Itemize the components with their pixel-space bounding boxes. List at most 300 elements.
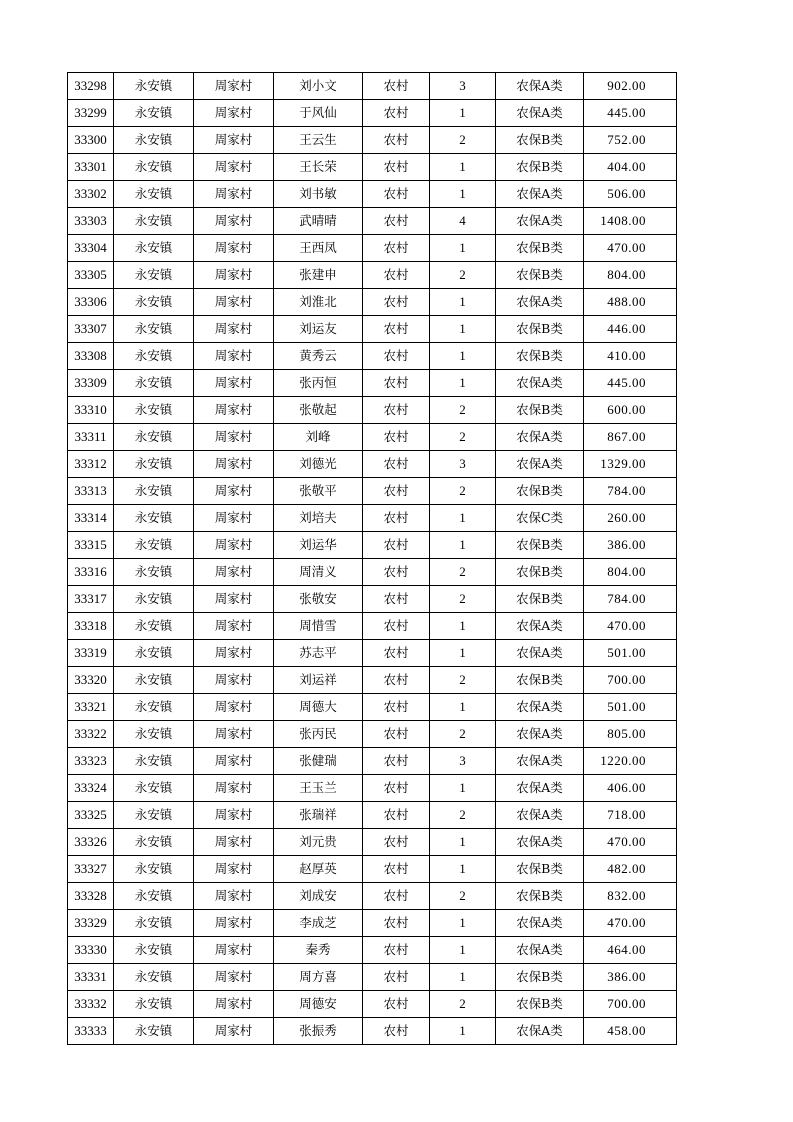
- amount-cell: 470.00: [584, 613, 677, 640]
- type-cell: 农村: [363, 802, 430, 829]
- village-cell: 周家村: [194, 316, 274, 343]
- village-cell: 周家村: [194, 910, 274, 937]
- count-cell: 1: [430, 856, 496, 883]
- type-cell: 农村: [363, 505, 430, 532]
- name-cell: 张敬起: [274, 397, 363, 424]
- type-cell: 农村: [363, 370, 430, 397]
- category-cell: 农保A类: [496, 802, 584, 829]
- amount-cell: 488.00: [584, 289, 677, 316]
- amount-cell: 386.00: [584, 532, 677, 559]
- count-cell: 1: [430, 100, 496, 127]
- village-cell: 周家村: [194, 289, 274, 316]
- type-cell: 农村: [363, 586, 430, 613]
- count-cell: 1: [430, 937, 496, 964]
- category-cell: 农保B类: [496, 883, 584, 910]
- name-cell: 王玉兰: [274, 775, 363, 802]
- table-row: [68, 883, 677, 910]
- name-cell: 周德安: [274, 991, 363, 1018]
- village-cell: 周家村: [194, 667, 274, 694]
- table-row: [68, 775, 677, 802]
- town-cell: 永安镇: [114, 478, 194, 505]
- amount-cell: 784.00: [584, 478, 677, 505]
- category-cell: 农保A类: [496, 289, 584, 316]
- name-cell: 赵厚英: [274, 856, 363, 883]
- count-cell: 2: [430, 991, 496, 1018]
- type-cell: 农村: [363, 1018, 430, 1045]
- count-cell: 1: [430, 235, 496, 262]
- name-cell: 李成芝: [274, 910, 363, 937]
- type-cell: 农村: [363, 100, 430, 127]
- count-cell: 3: [430, 73, 496, 100]
- category-cell: 农保A类: [496, 451, 584, 478]
- amount-cell: 406.00: [584, 775, 677, 802]
- category-cell: 农保B类: [496, 964, 584, 991]
- type-cell: 农村: [363, 532, 430, 559]
- village-cell: 周家村: [194, 424, 274, 451]
- type-cell: 农村: [363, 262, 430, 289]
- town-cell: 永安镇: [114, 964, 194, 991]
- table-row: [68, 532, 677, 559]
- id-cell: 33302: [68, 181, 114, 208]
- table-row: [68, 370, 677, 397]
- type-cell: 农村: [363, 883, 430, 910]
- name-cell: 张丙民: [274, 721, 363, 748]
- category-cell: 农保A类: [496, 208, 584, 235]
- id-cell: 33330: [68, 937, 114, 964]
- id-cell: 33309: [68, 370, 114, 397]
- id-cell: 33312: [68, 451, 114, 478]
- table-row: [68, 937, 677, 964]
- name-cell: 周惜雪: [274, 613, 363, 640]
- type-cell: 农村: [363, 451, 430, 478]
- category-cell: 农保B类: [496, 343, 584, 370]
- town-cell: 永安镇: [114, 721, 194, 748]
- id-cell: 33299: [68, 100, 114, 127]
- amount-cell: 404.00: [584, 154, 677, 181]
- village-cell: 周家村: [194, 397, 274, 424]
- table-row: [68, 154, 677, 181]
- table-row: [68, 208, 677, 235]
- type-cell: 农村: [363, 127, 430, 154]
- name-cell: 刘成安: [274, 883, 363, 910]
- type-cell: 农村: [363, 73, 430, 100]
- category-cell: 农保B类: [496, 586, 584, 613]
- type-cell: 农村: [363, 721, 430, 748]
- id-cell: 33314: [68, 505, 114, 532]
- allowance-table: [67, 72, 677, 1045]
- category-cell: 农保A类: [496, 1018, 584, 1045]
- type-cell: 农村: [363, 316, 430, 343]
- amount-cell: 464.00: [584, 937, 677, 964]
- category-cell: 农保A类: [496, 73, 584, 100]
- id-cell: 33316: [68, 559, 114, 586]
- count-cell: 1: [430, 964, 496, 991]
- table-row: [68, 1018, 677, 1045]
- amount-cell: 446.00: [584, 316, 677, 343]
- id-cell: 33317: [68, 586, 114, 613]
- town-cell: 永安镇: [114, 613, 194, 640]
- table-row: [68, 505, 677, 532]
- type-cell: 农村: [363, 289, 430, 316]
- count-cell: 1: [430, 640, 496, 667]
- name-cell: 刘小文: [274, 73, 363, 100]
- village-cell: 周家村: [194, 370, 274, 397]
- town-cell: 永安镇: [114, 694, 194, 721]
- village-cell: 周家村: [194, 262, 274, 289]
- amount-cell: 718.00: [584, 802, 677, 829]
- table-row: [68, 478, 677, 505]
- category-cell: 农保C类: [496, 505, 584, 532]
- id-cell: 33305: [68, 262, 114, 289]
- name-cell: 王云生: [274, 127, 363, 154]
- count-cell: 2: [430, 478, 496, 505]
- town-cell: 永安镇: [114, 532, 194, 559]
- category-cell: 农保A类: [496, 829, 584, 856]
- town-cell: 永安镇: [114, 802, 194, 829]
- category-cell: 农保B类: [496, 991, 584, 1018]
- id-cell: 33320: [68, 667, 114, 694]
- count-cell: 1: [430, 343, 496, 370]
- id-cell: 33308: [68, 343, 114, 370]
- id-cell: 33300: [68, 127, 114, 154]
- id-cell: 33326: [68, 829, 114, 856]
- category-cell: 农保A类: [496, 910, 584, 937]
- table-row: [68, 73, 677, 100]
- table-row: [68, 343, 677, 370]
- town-cell: 永安镇: [114, 559, 194, 586]
- count-cell: 2: [430, 559, 496, 586]
- type-cell: 农村: [363, 964, 430, 991]
- amount-cell: 805.00: [584, 721, 677, 748]
- id-cell: 33315: [68, 532, 114, 559]
- amount-cell: 784.00: [584, 586, 677, 613]
- town-cell: 永安镇: [114, 910, 194, 937]
- table-row: [68, 316, 677, 343]
- amount-cell: 832.00: [584, 883, 677, 910]
- town-cell: 永安镇: [114, 127, 194, 154]
- amount-cell: 470.00: [584, 235, 677, 262]
- id-cell: 33325: [68, 802, 114, 829]
- town-cell: 永安镇: [114, 397, 194, 424]
- count-cell: 1: [430, 694, 496, 721]
- id-cell: 33323: [68, 748, 114, 775]
- count-cell: 1: [430, 289, 496, 316]
- town-cell: 永安镇: [114, 181, 194, 208]
- count-cell: 2: [430, 667, 496, 694]
- name-cell: 于风仙: [274, 100, 363, 127]
- village-cell: 周家村: [194, 559, 274, 586]
- village-cell: 周家村: [194, 937, 274, 964]
- name-cell: 王长荣: [274, 154, 363, 181]
- id-cell: 33322: [68, 721, 114, 748]
- count-cell: 2: [430, 586, 496, 613]
- name-cell: 周方喜: [274, 964, 363, 991]
- count-cell: 3: [430, 748, 496, 775]
- town-cell: 永安镇: [114, 829, 194, 856]
- name-cell: 秦秀: [274, 937, 363, 964]
- type-cell: 农村: [363, 829, 430, 856]
- count-cell: 1: [430, 370, 496, 397]
- table-row: [68, 181, 677, 208]
- amount-cell: 386.00: [584, 964, 677, 991]
- village-cell: 周家村: [194, 235, 274, 262]
- count-cell: 1: [430, 532, 496, 559]
- village-cell: 周家村: [194, 856, 274, 883]
- village-cell: 周家村: [194, 775, 274, 802]
- table-row: [68, 289, 677, 316]
- village-cell: 周家村: [194, 532, 274, 559]
- id-cell: 33333: [68, 1018, 114, 1045]
- count-cell: 3: [430, 451, 496, 478]
- name-cell: 张敬安: [274, 586, 363, 613]
- table-row: [68, 910, 677, 937]
- id-cell: 33321: [68, 694, 114, 721]
- type-cell: 农村: [363, 775, 430, 802]
- town-cell: 永安镇: [114, 370, 194, 397]
- category-cell: 农保B类: [496, 559, 584, 586]
- name-cell: 刘运祥: [274, 667, 363, 694]
- village-cell: 周家村: [194, 100, 274, 127]
- village-cell: 周家村: [194, 343, 274, 370]
- table-row: [68, 964, 677, 991]
- amount-cell: 445.00: [584, 370, 677, 397]
- category-cell: 农保A类: [496, 694, 584, 721]
- name-cell: 张丙恒: [274, 370, 363, 397]
- category-cell: 农保B类: [496, 262, 584, 289]
- town-cell: 永安镇: [114, 991, 194, 1018]
- village-cell: 周家村: [194, 829, 274, 856]
- town-cell: 永安镇: [114, 586, 194, 613]
- table-row: [68, 991, 677, 1018]
- amount-cell: 445.00: [584, 100, 677, 127]
- table-row: [68, 640, 677, 667]
- type-cell: 农村: [363, 343, 430, 370]
- village-cell: 周家村: [194, 802, 274, 829]
- amount-cell: 804.00: [584, 262, 677, 289]
- count-cell: 1: [430, 181, 496, 208]
- id-cell: 33311: [68, 424, 114, 451]
- table-row: [68, 613, 677, 640]
- village-cell: 周家村: [194, 208, 274, 235]
- town-cell: 永安镇: [114, 748, 194, 775]
- id-cell: 33303: [68, 208, 114, 235]
- type-cell: 农村: [363, 910, 430, 937]
- amount-cell: 506.00: [584, 181, 677, 208]
- name-cell: 张健瑞: [274, 748, 363, 775]
- type-cell: 农村: [363, 397, 430, 424]
- amount-cell: 1329.00: [584, 451, 677, 478]
- id-cell: 33310: [68, 397, 114, 424]
- amount-cell: 470.00: [584, 910, 677, 937]
- name-cell: 武晴晴: [274, 208, 363, 235]
- village-cell: 周家村: [194, 1018, 274, 1045]
- name-cell: 刘元贵: [274, 829, 363, 856]
- name-cell: 刘德光: [274, 451, 363, 478]
- town-cell: 永安镇: [114, 289, 194, 316]
- table-row: [68, 829, 677, 856]
- category-cell: 农保B类: [496, 154, 584, 181]
- id-cell: 33324: [68, 775, 114, 802]
- village-cell: 周家村: [194, 451, 274, 478]
- town-cell: 永安镇: [114, 235, 194, 262]
- name-cell: 张建申: [274, 262, 363, 289]
- table-row: [68, 262, 677, 289]
- count-cell: 4: [430, 208, 496, 235]
- count-cell: 1: [430, 1018, 496, 1045]
- amount-cell: 260.00: [584, 505, 677, 532]
- table-row: [68, 856, 677, 883]
- table-row: [68, 667, 677, 694]
- category-cell: 农保B类: [496, 316, 584, 343]
- table-row: [68, 424, 677, 451]
- table-row: [68, 694, 677, 721]
- town-cell: 永安镇: [114, 883, 194, 910]
- village-cell: 周家村: [194, 505, 274, 532]
- count-cell: 2: [430, 262, 496, 289]
- name-cell: 王西凤: [274, 235, 363, 262]
- type-cell: 农村: [363, 154, 430, 181]
- town-cell: 永安镇: [114, 1018, 194, 1045]
- category-cell: 农保A类: [496, 424, 584, 451]
- count-cell: 1: [430, 775, 496, 802]
- table-row: [68, 451, 677, 478]
- count-cell: 1: [430, 910, 496, 937]
- id-cell: 33304: [68, 235, 114, 262]
- amount-cell: 752.00: [584, 127, 677, 154]
- town-cell: 永安镇: [114, 208, 194, 235]
- town-cell: 永安镇: [114, 505, 194, 532]
- table-row: [68, 586, 677, 613]
- table-row: [68, 721, 677, 748]
- id-cell: 33318: [68, 613, 114, 640]
- name-cell: 周德大: [274, 694, 363, 721]
- town-cell: 永安镇: [114, 640, 194, 667]
- count-cell: 2: [430, 424, 496, 451]
- type-cell: 农村: [363, 478, 430, 505]
- count-cell: 1: [430, 316, 496, 343]
- category-cell: 农保A类: [496, 721, 584, 748]
- category-cell: 农保A类: [496, 181, 584, 208]
- name-cell: 刘书敏: [274, 181, 363, 208]
- town-cell: 永安镇: [114, 73, 194, 100]
- type-cell: 农村: [363, 694, 430, 721]
- type-cell: 农村: [363, 208, 430, 235]
- category-cell: 农保A类: [496, 748, 584, 775]
- name-cell: 刘运华: [274, 532, 363, 559]
- town-cell: 永安镇: [114, 937, 194, 964]
- amount-cell: 1408.00: [584, 208, 677, 235]
- village-cell: 周家村: [194, 73, 274, 100]
- name-cell: 刘淮北: [274, 289, 363, 316]
- type-cell: 农村: [363, 181, 430, 208]
- table-row: [68, 100, 677, 127]
- village-cell: 周家村: [194, 181, 274, 208]
- village-cell: 周家村: [194, 748, 274, 775]
- category-cell: 农保B类: [496, 235, 584, 262]
- type-cell: 农村: [363, 235, 430, 262]
- id-cell: 33307: [68, 316, 114, 343]
- village-cell: 周家村: [194, 127, 274, 154]
- table-row: [68, 397, 677, 424]
- category-cell: 农保A类: [496, 937, 584, 964]
- count-cell: 1: [430, 505, 496, 532]
- count-cell: 2: [430, 721, 496, 748]
- amount-cell: 700.00: [584, 667, 677, 694]
- town-cell: 永安镇: [114, 856, 194, 883]
- id-cell: 33331: [68, 964, 114, 991]
- town-cell: 永安镇: [114, 667, 194, 694]
- village-cell: 周家村: [194, 721, 274, 748]
- category-cell: 农保B类: [496, 127, 584, 154]
- name-cell: 刘运友: [274, 316, 363, 343]
- town-cell: 永安镇: [114, 154, 194, 181]
- amount-cell: 470.00: [584, 829, 677, 856]
- table-row: [68, 235, 677, 262]
- town-cell: 永安镇: [114, 775, 194, 802]
- id-cell: 33313: [68, 478, 114, 505]
- category-cell: 农保A类: [496, 100, 584, 127]
- village-cell: 周家村: [194, 640, 274, 667]
- town-cell: 永安镇: [114, 343, 194, 370]
- id-cell: 33298: [68, 73, 114, 100]
- count-cell: 1: [430, 829, 496, 856]
- amount-cell: 410.00: [584, 343, 677, 370]
- name-cell: 张瑞祥: [274, 802, 363, 829]
- count-cell: 2: [430, 802, 496, 829]
- name-cell: 张敬平: [274, 478, 363, 505]
- amount-cell: 1220.00: [584, 748, 677, 775]
- amount-cell: 482.00: [584, 856, 677, 883]
- id-cell: 33332: [68, 991, 114, 1018]
- type-cell: 农村: [363, 424, 430, 451]
- town-cell: 永安镇: [114, 100, 194, 127]
- type-cell: 农村: [363, 991, 430, 1018]
- name-cell: 周清义: [274, 559, 363, 586]
- count-cell: 1: [430, 613, 496, 640]
- id-cell: 33306: [68, 289, 114, 316]
- town-cell: 永安镇: [114, 262, 194, 289]
- table-body: [68, 73, 677, 1045]
- type-cell: 农村: [363, 613, 430, 640]
- table-row: [68, 748, 677, 775]
- town-cell: 永安镇: [114, 424, 194, 451]
- category-cell: 农保B类: [496, 667, 584, 694]
- town-cell: 永安镇: [114, 316, 194, 343]
- count-cell: 1: [430, 154, 496, 181]
- amount-cell: 867.00: [584, 424, 677, 451]
- category-cell: 农保B类: [496, 397, 584, 424]
- village-cell: 周家村: [194, 586, 274, 613]
- category-cell: 农保B类: [496, 532, 584, 559]
- type-cell: 农村: [363, 559, 430, 586]
- category-cell: 农保A类: [496, 613, 584, 640]
- name-cell: 刘峰: [274, 424, 363, 451]
- name-cell: 黄秀云: [274, 343, 363, 370]
- type-cell: 农村: [363, 856, 430, 883]
- id-cell: 33327: [68, 856, 114, 883]
- village-cell: 周家村: [194, 883, 274, 910]
- town-cell: 永安镇: [114, 451, 194, 478]
- id-cell: 33319: [68, 640, 114, 667]
- type-cell: 农村: [363, 667, 430, 694]
- table-row: [68, 127, 677, 154]
- type-cell: 农村: [363, 937, 430, 964]
- id-cell: 33328: [68, 883, 114, 910]
- amount-cell: 501.00: [584, 694, 677, 721]
- type-cell: 农村: [363, 640, 430, 667]
- table-row: [68, 802, 677, 829]
- amount-cell: 501.00: [584, 640, 677, 667]
